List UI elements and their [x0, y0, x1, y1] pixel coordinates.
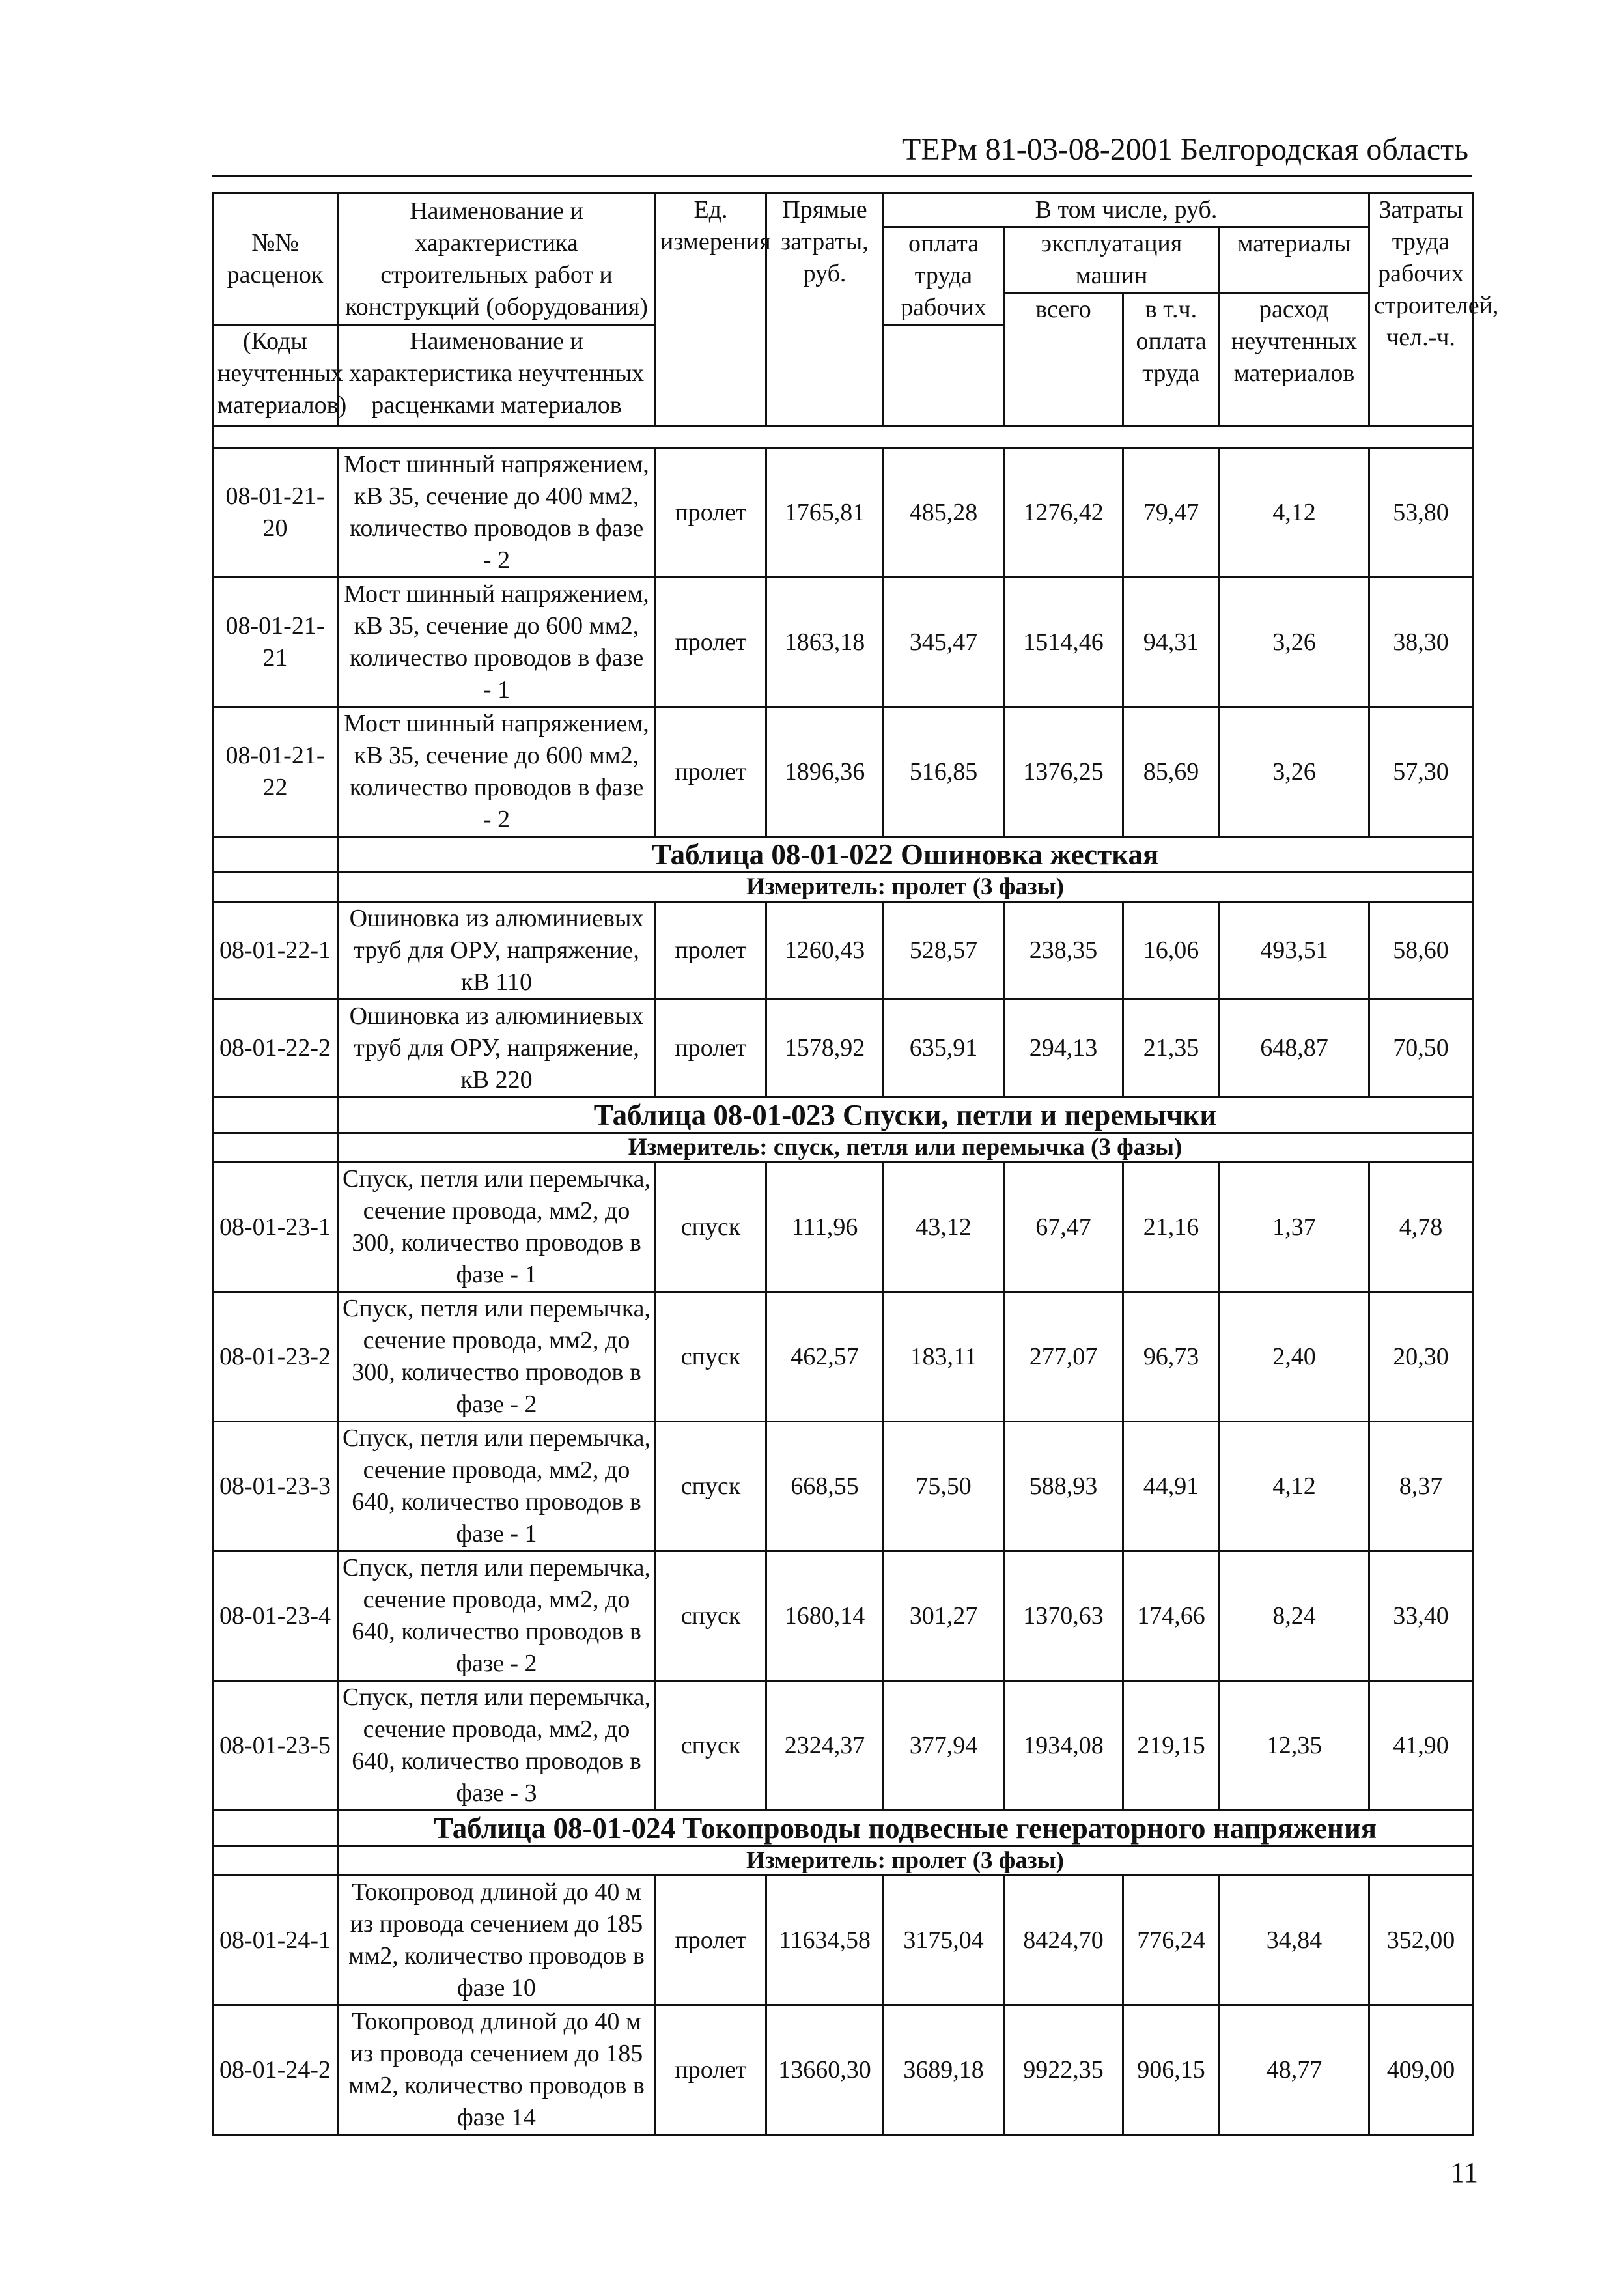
header-rule [212, 175, 1472, 177]
table-head-row-1 [213, 193, 1473, 227]
code-cell: 08-01-22-2 [213, 1000, 338, 1097]
name-cell: Токопровод длиной до 40 м из провода сечением до 185 мм2, количество проводов в фазе 14 [338, 2005, 656, 2135]
code-cell: 08-01-24-1 [213, 1876, 338, 2005]
th-pay-empty [884, 325, 1004, 427]
table-row [213, 1292, 1473, 1422]
blank-cell [213, 1846, 338, 1876]
table-measure-row [213, 873, 1473, 902]
materials-cell: 648,87 [1220, 1000, 1369, 1097]
table-row [213, 1681, 1473, 1811]
name-cell: Спуск, петля или перемычка, сечение провода, мм2, до 640, количество проводов в фазе - 2 [338, 1551, 656, 1681]
unit-cell: спуск [656, 1163, 766, 1292]
unit-cell: пролет [656, 578, 766, 707]
direct-cost-cell: 13660,30 [766, 2005, 884, 2135]
th-mach-total: всего [1004, 293, 1123, 427]
table-row [213, 578, 1473, 707]
direct-cost-cell: 1896,36 [766, 707, 884, 837]
unit-cell: пролет [656, 1000, 766, 1097]
machines-cell: 67,47 [1004, 1163, 1123, 1292]
table-row [213, 1163, 1473, 1292]
direct-cost-cell: 462,57 [766, 1292, 884, 1422]
code-cell: 08-01-23-4 [213, 1551, 338, 1681]
pay-cell: 516,85 [884, 707, 1004, 837]
table-measure: Измеритель: спуск, петля или перемычка (3 фазы) [338, 1133, 1473, 1163]
th-machines: эксплуатация машин [1004, 227, 1220, 293]
unit-cell: спуск [656, 1551, 766, 1681]
th-mach-pay: в т.ч. оплата труда [1123, 293, 1220, 427]
code-cell: 08-01-21-21 [213, 578, 338, 707]
labor-cell: 38,30 [1369, 578, 1473, 707]
machines-cell: 238,35 [1004, 902, 1123, 1000]
th-pay: оплата труда рабочих [884, 227, 1004, 325]
name-cell: Токопровод длиной до 40 м из провода сечением до 185 мм2, количество проводов в фазе 10 [338, 1876, 656, 2005]
page-number: 11 [1450, 2156, 1478, 2188]
labor-cell: 70,50 [1369, 1000, 1473, 1097]
name-cell: Спуск, петля или перемычка, сечение провода, мм2, до 300, количество проводов в фазе - 2 [338, 1292, 656, 1422]
machines-cell: 1276,42 [1004, 448, 1123, 578]
pay-cell: 75,50 [884, 1422, 1004, 1551]
th-labor: Затраты труда рабочих строителей, чел.-ч. [1369, 193, 1473, 427]
table-measure: Измеритель: пролет (3 фазы) [338, 873, 1473, 902]
materials-cell: 8,24 [1220, 1551, 1369, 1681]
table-measure-row [213, 1133, 1473, 1163]
direct-cost-cell: 1765,81 [766, 448, 884, 578]
table-row [213, 707, 1473, 837]
name-cell: Спуск, петля или перемычка, сечение провода, мм2, до 300, количество проводов в фазе - 1 [338, 1163, 656, 1292]
name-cell: Мост шинный напряжением, кВ 35, сечение до 600 мм2, количество проводов в фазе - 2 [338, 707, 656, 837]
direct-cost-cell: 1578,92 [766, 1000, 884, 1097]
table-measure-row [213, 1846, 1473, 1876]
unit-cell: спуск [656, 1681, 766, 1811]
direct-cost-cell: 1260,43 [766, 902, 884, 1000]
th-name-bottom: Наименование и характеристика неучтенных расценками материалов [338, 325, 656, 427]
table-row [213, 1000, 1473, 1097]
page-header: ТЕРм 81-03-08-2001 Белгородская область [902, 132, 1468, 167]
pay-cell: 43,12 [884, 1163, 1004, 1292]
table-row [213, 1422, 1473, 1551]
table-title: Таблица 08-01-024 Токопроводы подвесные генераторного напряжения [338, 1811, 1473, 1846]
table-title-row [213, 837, 1473, 873]
machines-pay-cell: 219,15 [1123, 1681, 1220, 1811]
labor-cell: 20,30 [1369, 1292, 1473, 1422]
labor-cell: 352,00 [1369, 1876, 1473, 2005]
labor-cell: 8,37 [1369, 1422, 1473, 1551]
unit-cell: пролет [656, 902, 766, 1000]
unit-cell: пролет [656, 448, 766, 578]
table-row [213, 1876, 1473, 2005]
code-cell: 08-01-21-22 [213, 707, 338, 837]
name-cell: Мост шинный напряжением, кВ 35, сечение до 400 мм2, количество проводов в фазе - 2 [338, 448, 656, 578]
materials-cell: 3,26 [1220, 707, 1369, 837]
code-cell: 08-01-22-1 [213, 902, 338, 1000]
blank-cell [213, 1097, 338, 1133]
table-row [213, 1551, 1473, 1681]
code-cell: 08-01-23-1 [213, 1163, 338, 1292]
code-cell: 08-01-23-2 [213, 1292, 338, 1422]
machines-cell: 1376,25 [1004, 707, 1123, 837]
labor-cell: 57,30 [1369, 707, 1473, 837]
th-code-bottom: (Коды неучтенных материалов) [213, 325, 338, 427]
th-materials-note: расход неучтенных материалов [1220, 293, 1369, 427]
th-direct: Прямые затраты, руб. [766, 193, 884, 427]
machines-pay-cell: 21,35 [1123, 1000, 1220, 1097]
machines-pay-cell: 776,24 [1123, 1876, 1220, 2005]
table-row [213, 2005, 1473, 2135]
pay-cell: 3689,18 [884, 2005, 1004, 2135]
materials-cell: 4,12 [1220, 1422, 1369, 1551]
th-unit: Ед. измерения [656, 193, 766, 427]
machines-pay-cell: 79,47 [1123, 448, 1220, 578]
labor-cell: 4,78 [1369, 1163, 1473, 1292]
machines-cell: 1370,63 [1004, 1551, 1123, 1681]
name-cell: Ошиновка из алюминиевых труб для ОРУ, напряжение, кВ 110 [338, 902, 656, 1000]
blank-cell [213, 1811, 338, 1846]
direct-cost-cell: 11634,58 [766, 1876, 884, 2005]
labor-cell: 33,40 [1369, 1551, 1473, 1681]
table-row [213, 902, 1473, 1000]
th-code: №№ расценок [213, 193, 338, 325]
machines-cell: 588,93 [1004, 1422, 1123, 1551]
materials-cell: 493,51 [1220, 902, 1369, 1000]
materials-cell: 12,35 [1220, 1681, 1369, 1811]
machines-cell: 8424,70 [1004, 1876, 1123, 2005]
th-group: В том числе, руб. [884, 193, 1369, 227]
machines-pay-cell: 21,16 [1123, 1163, 1220, 1292]
name-cell: Спуск, петля или перемычка, сечение провода, мм2, до 640, количество проводов в фазе - 1 [338, 1422, 656, 1551]
code-cell: 08-01-23-5 [213, 1681, 338, 1811]
pay-cell: 485,28 [884, 448, 1004, 578]
unit-cell: пролет [656, 2005, 766, 2135]
materials-cell: 4,12 [1220, 448, 1369, 578]
direct-cost-cell: 111,96 [766, 1163, 884, 1292]
pay-cell: 377,94 [884, 1681, 1004, 1811]
table-measure: Измеритель: пролет (3 фазы) [338, 1846, 1473, 1876]
pay-cell: 183,11 [884, 1292, 1004, 1422]
materials-cell: 2,40 [1220, 1292, 1369, 1422]
table-title-row [213, 1811, 1473, 1846]
code-cell: 08-01-23-3 [213, 1422, 338, 1551]
pay-cell: 345,47 [884, 578, 1004, 707]
table-title: Таблица 08-01-023 Спуски, петли и перемычки [338, 1097, 1473, 1133]
price-table [212, 192, 1499, 2136]
machines-pay-cell: 174,66 [1123, 1551, 1220, 1681]
table-title-row [213, 1097, 1473, 1133]
unit-cell: спуск [656, 1292, 766, 1422]
labor-cell: 58,60 [1369, 902, 1473, 1000]
separator-row [213, 427, 1473, 448]
table-row [213, 448, 1473, 578]
direct-cost-cell: 1680,14 [766, 1551, 884, 1681]
unit-cell: пролет [656, 1876, 766, 2005]
machines-cell: 1934,08 [1004, 1681, 1123, 1811]
materials-cell: 1,37 [1220, 1163, 1369, 1292]
machines-pay-cell: 96,73 [1123, 1292, 1220, 1422]
name-cell: Мост шинный напряжением, кВ 35, сечение до 600 мм2, количество проводов в фазе - 1 [338, 578, 656, 707]
machines-cell: 277,07 [1004, 1292, 1123, 1422]
name-cell: Ошиновка из алюминиевых труб для ОРУ, напряжение, кВ 220 [338, 1000, 656, 1097]
pay-cell: 635,91 [884, 1000, 1004, 1097]
unit-cell: пролет [656, 707, 766, 837]
machines-cell: 1514,46 [1004, 578, 1123, 707]
direct-cost-cell: 2324,37 [766, 1681, 884, 1811]
machines-pay-cell: 94,31 [1123, 578, 1220, 707]
name-cell: Спуск, петля или перемычка, сечение провода, мм2, до 640, количество проводов в фазе - 3 [338, 1681, 656, 1811]
labor-cell: 409,00 [1369, 2005, 1473, 2135]
blank-cell [213, 837, 338, 873]
pay-cell: 528,57 [884, 902, 1004, 1000]
machines-pay-cell: 44,91 [1123, 1422, 1220, 1551]
blank-cell [213, 1133, 338, 1163]
machines-cell: 9922,35 [1004, 2005, 1123, 2135]
direct-cost-cell: 1863,18 [766, 578, 884, 707]
blank-cell [213, 873, 338, 902]
pay-cell: 3175,04 [884, 1876, 1004, 2005]
th-materials: материалы [1220, 227, 1369, 293]
labor-cell: 41,90 [1369, 1681, 1473, 1811]
th-name: Наименование и характеристика строительных работ и конструкций (оборудования) [338, 193, 656, 325]
materials-cell: 3,26 [1220, 578, 1369, 707]
code-cell: 08-01-21-20 [213, 448, 338, 578]
labor-cell: 53,80 [1369, 448, 1473, 578]
unit-cell: спуск [656, 1422, 766, 1551]
machines-pay-cell: 85,69 [1123, 707, 1220, 837]
pay-cell: 301,27 [884, 1551, 1004, 1681]
code-cell: 08-01-24-2 [213, 2005, 338, 2135]
machines-pay-cell: 16,06 [1123, 902, 1220, 1000]
materials-cell: 34,84 [1220, 1876, 1369, 2005]
materials-cell: 48,77 [1220, 2005, 1369, 2135]
table-title: Таблица 08-01-022 Ошиновка жесткая [338, 837, 1473, 873]
table-body [213, 193, 1499, 2135]
machines-cell: 294,13 [1004, 1000, 1123, 1097]
direct-cost-cell: 668,55 [766, 1422, 884, 1551]
machines-pay-cell: 906,15 [1123, 2005, 1220, 2135]
